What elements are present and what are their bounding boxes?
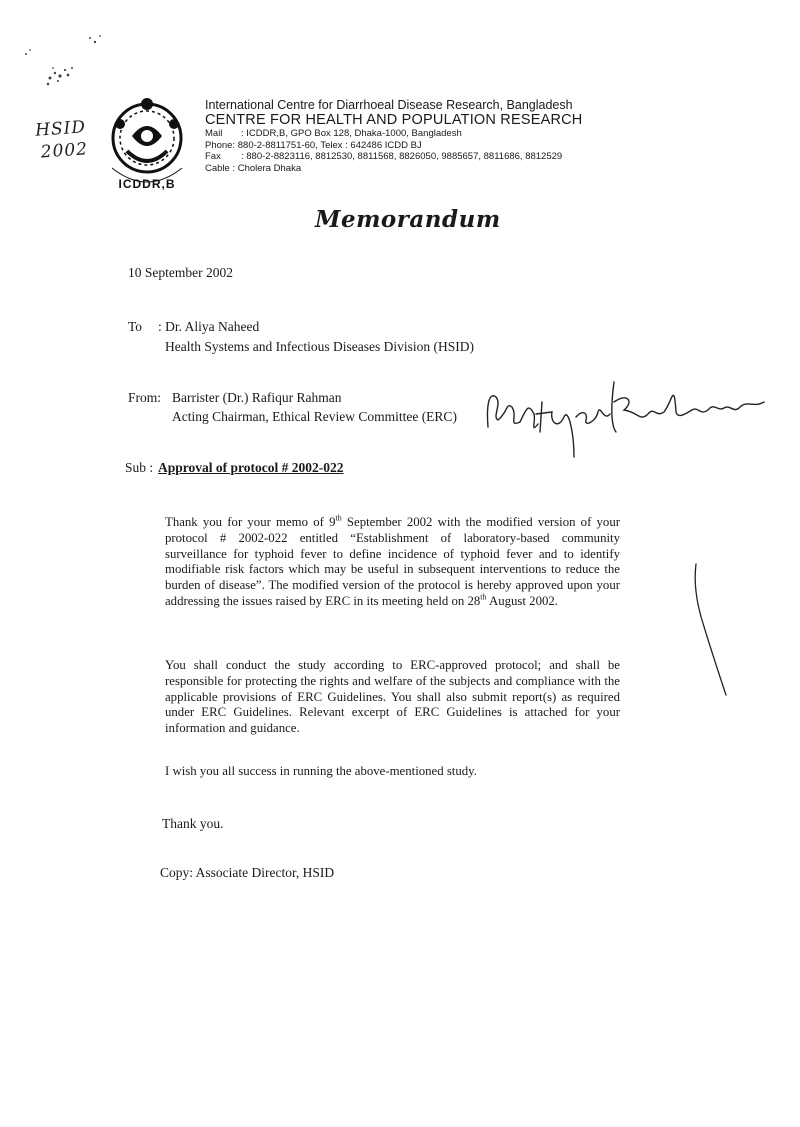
para1-part1: Thank you for your memo of 9 (165, 515, 336, 529)
body-paragraph-1 (165, 515, 620, 610)
margin-pen-mark (692, 560, 742, 700)
memo-title: Memorandum (315, 206, 501, 233)
logo-text: ICDDR,B (118, 177, 176, 191)
letterhead (205, 98, 625, 174)
institution-name: International Centre for Diarrhoeal Disease Research, Bangladesh (205, 98, 573, 112)
annotation-line-2: 2002 (40, 139, 89, 163)
sender-name: Barrister (Dr.) Rafiqur Rahman (172, 390, 342, 405)
scan-marks (20, 28, 110, 98)
icddrb-emblem-icon (102, 96, 192, 196)
cable-line: Cable : Cholera Dhaka (205, 162, 302, 174)
body-paragraph-3: I wish you all success in running the above-mentioned study. (165, 764, 477, 778)
recipient-name: : Dr. Aliya Naheed (158, 319, 260, 334)
annotation-line-1: HSID (34, 117, 87, 141)
subject-text: Approval of protocol # 2002-022 (158, 460, 344, 475)
memo-date: 10 September 2002 (128, 265, 233, 280)
fax-line (205, 151, 625, 163)
fax-label: Fax (205, 151, 221, 162)
copy-line: Copy: Associate Director, HSID (160, 865, 335, 880)
body-paragraph-2: You shall conduct the study according to ERC-approved protocol; and shall be responsible for protecting the rights and welfare of the subjects and compliance with the applicable provisions of ERC Guidelines. You shall also submit report(s) as required under ERC Guidelines. Relevant excerpt of ERC Guidelines is attached for your information and guidance. (165, 658, 620, 736)
para1-part3: August 2002. (486, 593, 558, 608)
subject-label: Sub : (125, 460, 154, 475)
to-label: To (128, 319, 143, 334)
handwritten-signature (478, 372, 778, 467)
sender-title: Acting Chairman, Ethical Review Committee (ERC) (172, 409, 457, 424)
para1-sup1: th (335, 513, 342, 523)
phone-line: Phone: 880-2-8811751-60, Telex : 642486 ICDD BJ (205, 139, 422, 151)
centre-name: CENTRE FOR HEALTH AND POPULATION RESEARCH (205, 112, 583, 128)
recipient-division: Health Systems and Infectious Diseases Division (HSID) (165, 339, 474, 354)
handwritten-annotation (35, 116, 89, 163)
fax-value: : 880-2-8823116, 8812530, 8811568, 8826050, 9885657, 8811686, 8812529 (241, 151, 563, 162)
mail-label: Mail (205, 128, 223, 139)
mail-value: : ICDDR,B, GPO Box 128, Dhaka-1000, Bangladesh (241, 128, 462, 139)
para1-part2: September 2002 with the modified version of your protocol # 2002-022 entitled “Establishment of laboratory-based community surveillance for typhoid fever to define incidence of typhoid fever and to identify modifiable risk factors which may be useful in subsequent interventions to reduce the burden of disease”. The modified version of the protocol is hereby approved upon your addressing the issues raised by ERC in its meeting held on 28 (165, 515, 620, 608)
closing-line: Thank you. (162, 816, 224, 831)
mail-line (205, 128, 625, 140)
from-label: From: (128, 390, 162, 405)
para1-sup2: th (480, 592, 487, 602)
